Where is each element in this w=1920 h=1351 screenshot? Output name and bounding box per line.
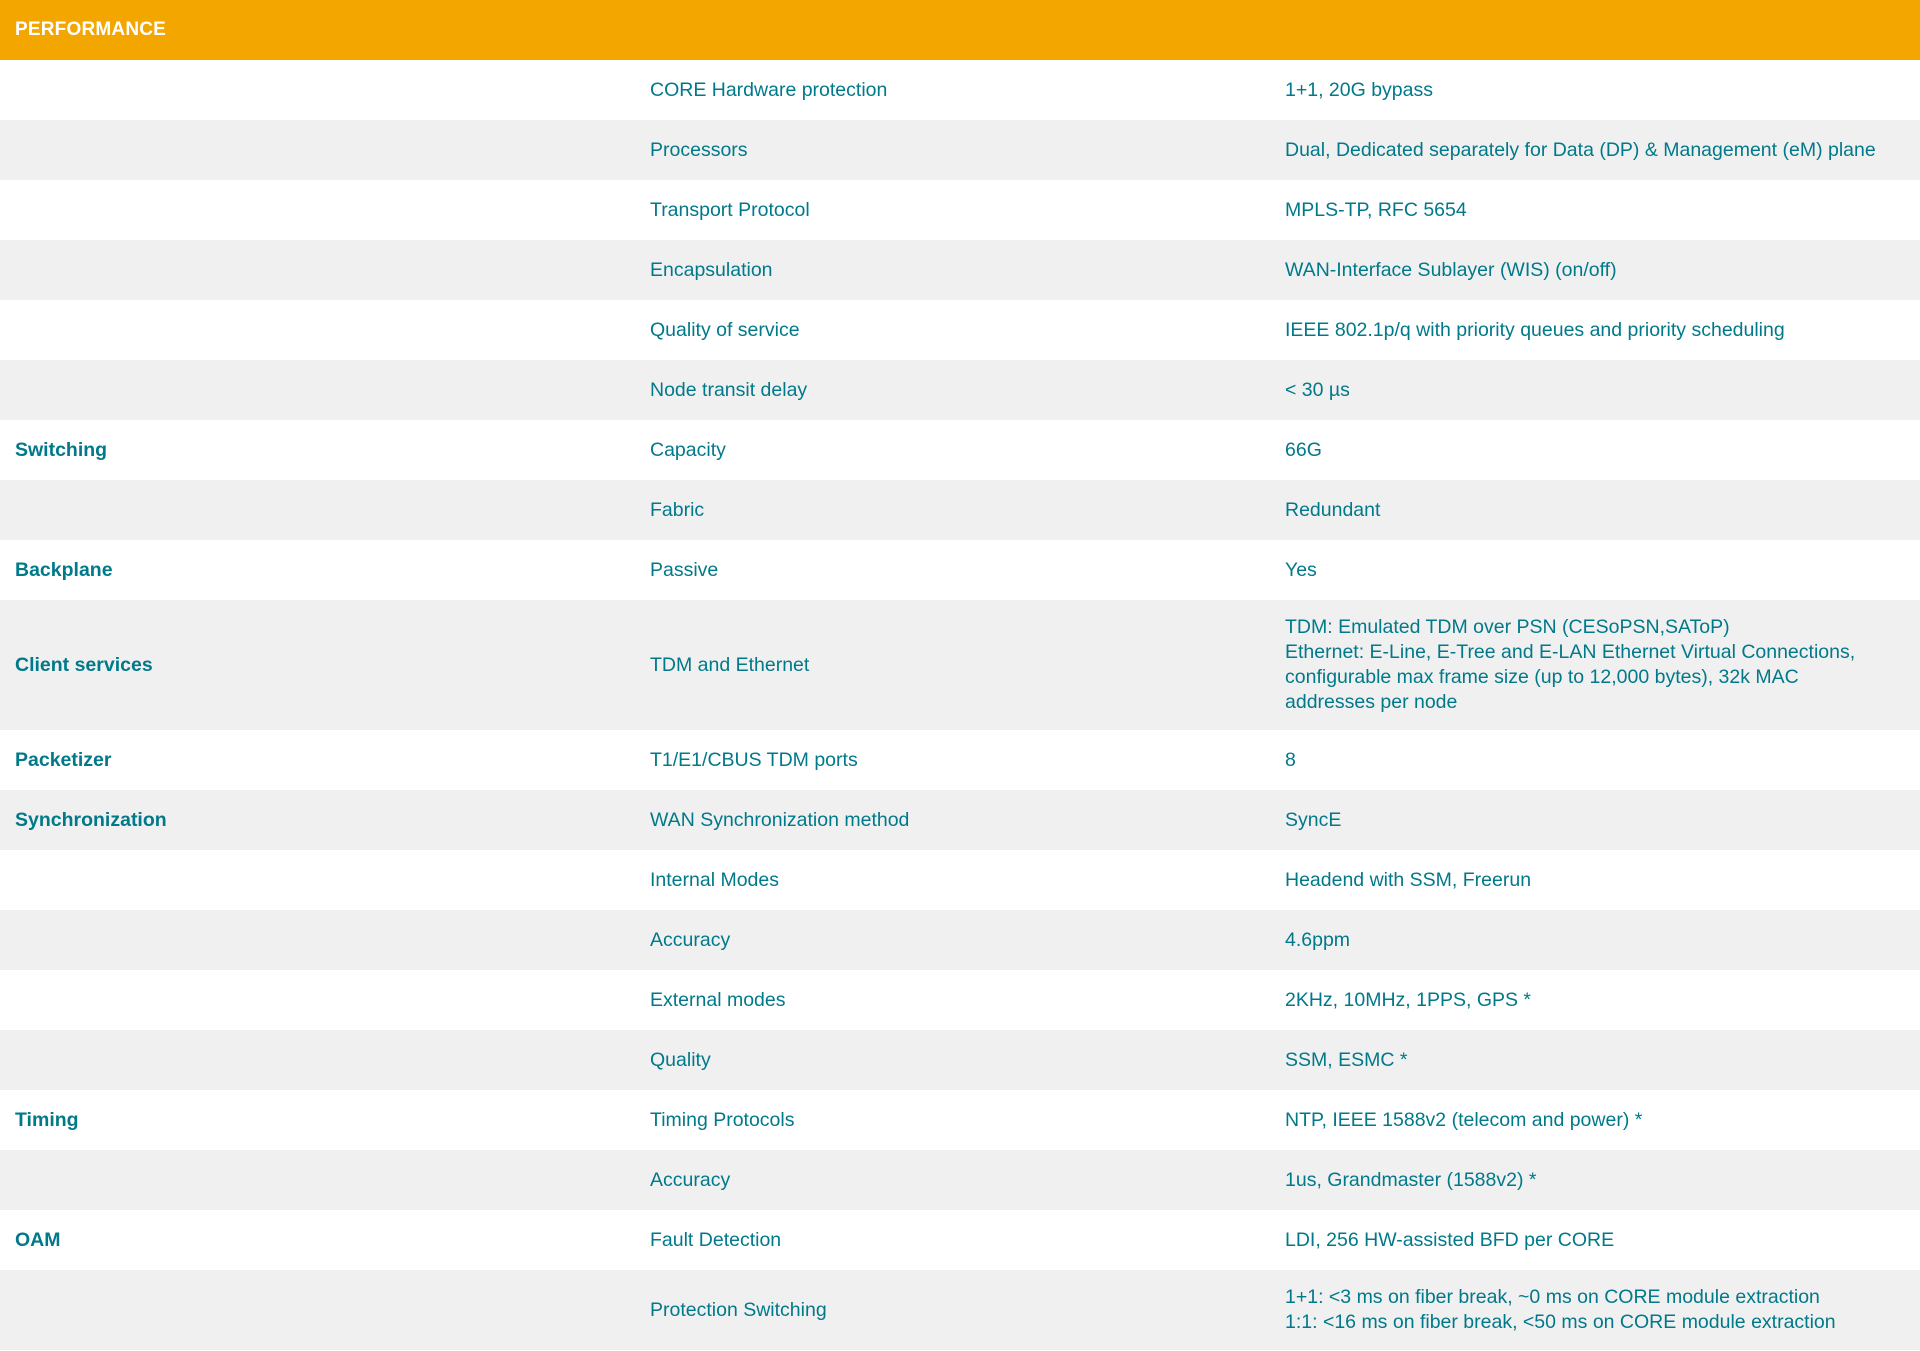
row-parameter: TDM and Ethernet — [650, 653, 810, 676]
table-row — [0, 540, 1920, 600]
row-value — [1285, 498, 1920, 523]
row-parameter: Transport Protocol — [650, 198, 810, 221]
row-parameter: Quality of service — [650, 318, 800, 341]
row-category: Backplane — [15, 558, 113, 581]
row-value-line: LDI, 256 HW-assisted BFD per CORE — [1285, 1228, 1615, 1251]
row-value — [1285, 1048, 1920, 1073]
table-row — [0, 1150, 1920, 1210]
table-header — [0, 0, 1920, 60]
row-parameter: Node transit delay — [650, 378, 808, 401]
row-value-line: 1us, Grandmaster (1588v2) * — [1285, 1168, 1537, 1191]
row-value — [1285, 1228, 1920, 1253]
row-category: Client services — [15, 653, 153, 676]
row-parameter: T1/E1/CBUS TDM ports — [650, 748, 858, 771]
table-row — [0, 300, 1920, 360]
table-row — [0, 1030, 1920, 1090]
row-value — [1285, 748, 1920, 773]
row-value-line: SyncE — [1285, 808, 1342, 831]
table-row — [0, 730, 1920, 790]
row-value-line: NTP, IEEE 1588v2 (telecom and power) * — [1285, 1108, 1643, 1131]
table-row — [0, 120, 1920, 180]
row-value — [1285, 558, 1920, 583]
row-value — [1285, 378, 1920, 403]
table-body — [0, 60, 1920, 1350]
row-value-line: Headend with SSM, Freerun — [1285, 868, 1532, 891]
row-value-line: IEEE 802.1p/q with priority queues and priority scheduling — [1285, 318, 1785, 341]
table-row — [0, 360, 1920, 420]
row-value — [1285, 928, 1920, 953]
table-row — [0, 1270, 1920, 1350]
row-parameter: CORE Hardware protection — [650, 78, 888, 101]
row-parameter: Quality — [650, 1048, 711, 1071]
row-value-line: 1+1: <3 ms on fiber break, ~0 ms on CORE module extraction — [1285, 1286, 1820, 1308]
row-parameter: Fabric — [650, 498, 705, 521]
row-value — [1285, 1285, 1920, 1335]
table-row — [0, 240, 1920, 300]
row-value — [1285, 318, 1920, 343]
row-category: Synchronization — [15, 808, 167, 831]
table-row — [0, 60, 1920, 120]
row-parameter: Fault Detection — [650, 1228, 782, 1251]
row-value — [1285, 1168, 1920, 1193]
row-parameter: Protection Switching — [650, 1298, 827, 1321]
row-value — [1285, 1108, 1920, 1133]
row-value-line: 4.6ppm — [1285, 928, 1351, 951]
row-value-line: addresses per node — [1285, 691, 1458, 713]
row-value-line: Yes — [1285, 558, 1317, 581]
row-value-line: < 30 µs — [1285, 378, 1350, 401]
table-row — [0, 600, 1920, 730]
row-value-line: TDM: Emulated TDM over PSN (CESoPSN,SAToP) — [1285, 616, 1730, 638]
row-value-line: SSM, ESMC * — [1285, 1048, 1408, 1071]
row-category: Switching — [15, 438, 108, 461]
header-title: PERFORMANCE — [15, 19, 167, 40]
row-value — [1285, 258, 1920, 283]
row-value — [1285, 78, 1920, 103]
table-row — [0, 480, 1920, 540]
row-parameter: Passive — [650, 558, 719, 581]
row-value-line: Dual, Dedicated separately for Data (DP) & Management (eM) plane — [1285, 138, 1876, 161]
row-value-line: 1:1: <16 ms on fiber break, <50 ms on CORE module extraction — [1285, 1311, 1836, 1333]
row-value — [1285, 438, 1920, 463]
row-parameter: Processors — [650, 138, 748, 161]
row-value-line: 8 — [1285, 748, 1296, 771]
row-parameter: WAN Synchronization method — [650, 808, 910, 831]
row-parameter: Timing Protocols — [650, 1108, 795, 1131]
row-value-line: 2KHz, 10MHz, 1PPS, GPS * — [1285, 988, 1532, 1011]
row-value — [1285, 138, 1920, 163]
row-value — [1285, 198, 1920, 223]
table-row — [0, 850, 1920, 910]
row-parameter: Capacity — [650, 438, 726, 461]
row-parameter: Encapsulation — [650, 258, 773, 281]
row-value — [1285, 808, 1920, 833]
table-row — [0, 420, 1920, 480]
row-value-line: Redundant — [1285, 498, 1381, 521]
row-parameter: Internal Modes — [650, 868, 779, 891]
row-parameter: Accuracy — [650, 1168, 731, 1191]
table-row — [0, 1090, 1920, 1150]
row-value-line: 1+1, 20G bypass — [1285, 78, 1433, 101]
row-value-line: Ethernet: E-Line, E-Tree and E-LAN Ethernet Virtual Connections, — [1285, 641, 1856, 663]
row-value-line: WAN-Interface Sublayer (WIS) (on/off) — [1285, 258, 1617, 281]
table-row — [0, 180, 1920, 240]
row-value-line: 66G — [1285, 438, 1322, 461]
table-row — [0, 910, 1920, 970]
row-category: Packetizer — [15, 748, 112, 771]
row-value — [1285, 868, 1920, 893]
row-value — [1285, 615, 1920, 715]
table-row — [0, 1210, 1920, 1270]
row-category: Timing — [15, 1108, 79, 1131]
table-row — [0, 970, 1920, 1030]
row-value-line: MPLS-TP, RFC 5654 — [1285, 198, 1467, 221]
row-parameter: Accuracy — [650, 928, 731, 951]
row-value-line: configurable max frame size (up to 12,000 bytes), 32k MAC — [1285, 666, 1799, 688]
row-parameter: External modes — [650, 988, 786, 1011]
table-row — [0, 790, 1920, 850]
row-value — [1285, 988, 1920, 1013]
row-category: OAM — [15, 1228, 61, 1251]
